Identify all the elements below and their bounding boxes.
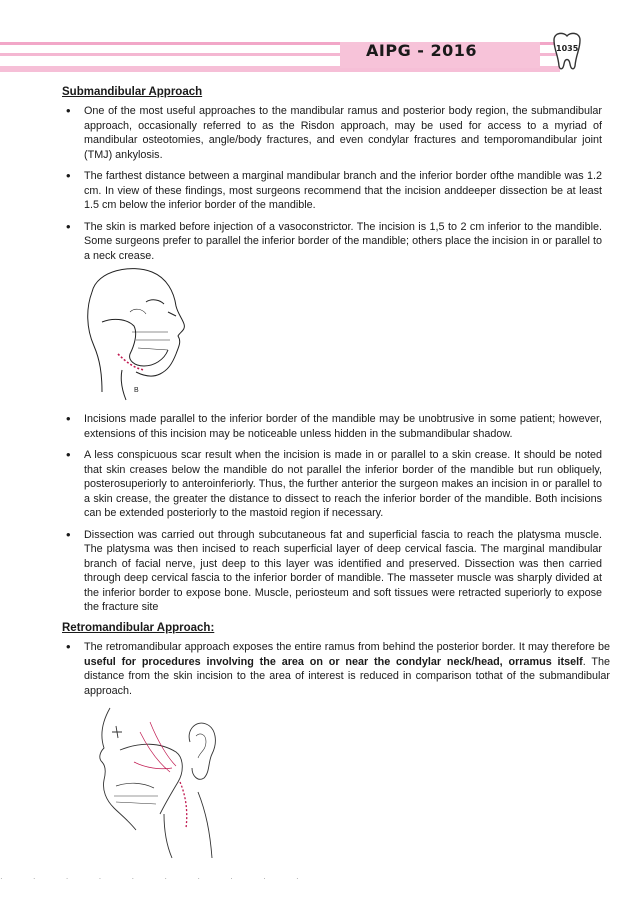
section-heading-submandibular: Submandibular Approach (62, 86, 203, 98)
list-item: • One of the most useful approaches to the mandibular ramus and posterior body region, the submandibular approach, occasionally referred to as the Risdon approach, may be used for access to a myriad of mandibular osteotomies, angle/body fractures, and even condylar fractures and temporomandibular joint (TMJ) ankylosis. (62, 104, 602, 162)
page-title: AIPG - 2016 (366, 41, 478, 60)
page-number: 1035 (556, 44, 579, 53)
scan-specks: · · · · · · · · · · (0, 874, 313, 883)
bullet-text: The retromandibular approach exposes the entire ramus from behind the posterior border. It may therefore be (84, 641, 610, 653)
figure-label: B (134, 387, 139, 394)
list-item: • The farthest distance between a marginal mandibular branch and the inferior border ofthe mandible was 1.2 cm. In view of these findings, most surgeons recommend that the incision anddeeper dissection be at least 1.5 cm below the inferior border of the mandible. (62, 169, 602, 213)
list-item: • Incisions made parallel to the inferior border of the mandible may be unobtrusive in some patient; however, extensions of this incision may be noticeable unless hidden in the submandibular shadow. (62, 412, 602, 441)
list-item: • Dissection was carried out through subcutaneous fat and superficial fascia to reach the platysma muscle. The platysma was then incised to reach superficial layer of deep cervical fascia. The marginal mandibular branch of facial nerve, just deep to this layer was identified and preserved. Dissection was then carried through deep cervical fascia to the inferior border of mandible. The masseter muscle was sharply divided at the inferior border to expose bone. Muscle, periosteum and soft tissues were retracted superiorly to expose the fracture site (62, 528, 602, 615)
submandibular-section-continued (62, 412, 602, 622)
bullet-list (62, 412, 602, 615)
retromandibular-approach-illustration (80, 702, 240, 862)
list-item: • The skin is marked before injection of a vasoconstrictor. The incision is 1,5 to 2 cm inferior to the mandible. Some surgeons prefer to parallel the inferior border of the mandible; others place the incision in or parallel to a neck crease. (62, 220, 602, 264)
list-item: • A less conspicuous scar result when the incision is made in or parallel to a skin crease. It should be noted that skin creases below the mandible do not parallel the inferior border of the mandible but run obliquely, posterosuperiorly to anteroinferiorly. Thus, the further anterior the surgeon makes an incision in or parallel to a skin crease, the greater the distance to dissect to reach the inferior border of the mandible. Both incisions can be extended posteriorly to the mastoid region if necessary. (62, 448, 602, 521)
bullet-text: . The distance from the skin incision to the area of interest is reduced in comparison tothat of the submandibular approach. (84, 655, 610, 697)
retromandibular-section (62, 622, 610, 705)
section-heading-retromandibular: Retromandibular Approach: (62, 622, 215, 634)
bullet-emphasis: useful for procedures involving the area on or near the condylar neck/head, orramus itself (84, 655, 583, 668)
bullet-list (62, 104, 602, 263)
submandibular-section (62, 86, 602, 270)
bullet-list (62, 640, 610, 698)
list-item (62, 640, 610, 698)
submandibular-incision-illustration (72, 262, 212, 402)
